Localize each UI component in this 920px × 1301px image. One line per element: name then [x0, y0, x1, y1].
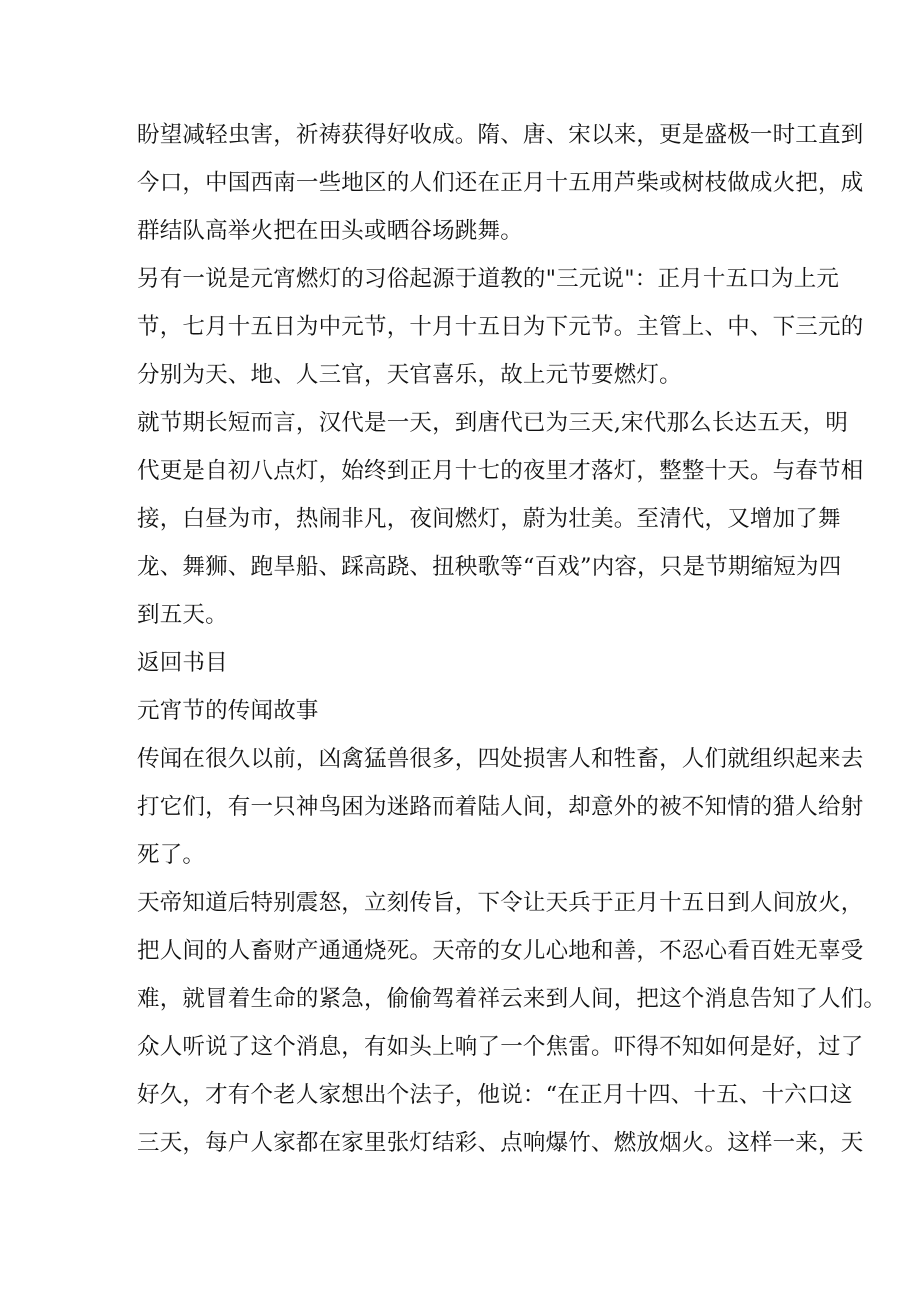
back-to-contents-link[interactable]: 返回书目	[137, 650, 228, 676]
text-line: 难，就冒着生命的紧急，偷偷驾着祥云来到人间，把这个消息告知了人们。	[137, 986, 887, 1012]
text-line: 到五天。	[137, 602, 228, 628]
text-line: 代更是自初八点灯，始终到正月十七的夜里才落灯，整整十天。与春节相	[137, 458, 864, 484]
text-line: 传闻在很久以前，凶禽猛兽很多，四处损害人和牲畜，人们就组织起来去	[137, 746, 864, 772]
text-line: 打它们，有一只神鸟困为迷路而着陆人间，却意外的被不知情的猎人给射	[137, 794, 864, 820]
text-line: 天帝知道后特别震怒，立刻传旨，下令让天兵于正月十五日到人间放火，	[137, 890, 864, 916]
section-heading: 元宵节的传闻故事	[137, 698, 319, 724]
text-line: 把人间的人畜财产通通烧死。天帝的女儿心地和善，不忍心看百姓无辜受	[137, 938, 864, 964]
text-line: 盼望减轻虫害，祈祷获得好收成。隋、唐、宋以来，更是盛极一时工直到	[137, 122, 864, 148]
text-line: 分别为天、地、人三官，天官喜乐，故上元节要燃灯。	[137, 362, 682, 388]
text-line: 就节期长短而言，汉代是一天，到唐代已为三天,宋代那么长达五天，明	[137, 410, 849, 436]
text-line: 另有一说是元宵燃灯的习俗起源于道教的"三元说"：正月十五口为上元	[137, 266, 840, 292]
text-line: 节，七月十五日为中元节，十月十五日为下元节。主管上、中、下三元的	[137, 314, 864, 340]
text-line: 接，白昼为市，热闹非凡，夜间燃灯，蔚为壮美。至清代，又增加了舞	[137, 506, 841, 532]
text-line: 死了。	[137, 842, 206, 868]
text-line: 群结队高举火把在田头或晒谷场跳舞。	[137, 218, 523, 244]
text-line: 今口，中国西南一些地区的人们还在正月十五用芦柴或树枝做成火把，成	[137, 170, 864, 196]
text-line: 众人听说了这个消息，有如头上响了一个焦雷。吓得不知如何是好，过了	[137, 1034, 864, 1060]
text-line: 三天，每户人家都在家里张灯结彩、点响爆竹、燃放烟火。这样一来，天	[137, 1130, 864, 1156]
text-line: 好久，才有个老人家想出个法子，他说：“在正月十四、十五、十六口这	[137, 1082, 853, 1108]
text-line: 龙、舞狮、跑旱船、踩高跷、扭秧歌等“百戏”内容，只是节期缩短为四	[137, 554, 842, 580]
